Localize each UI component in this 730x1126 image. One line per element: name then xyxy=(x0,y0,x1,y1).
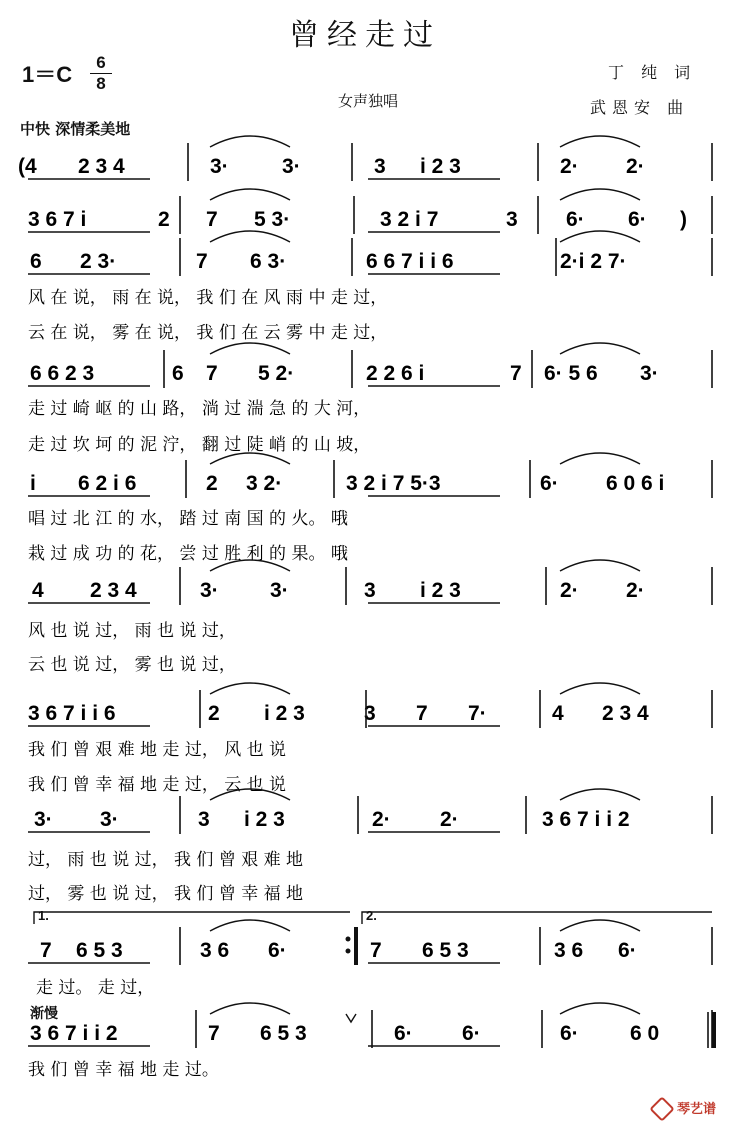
note-group: 6 0 6 i xyxy=(606,472,665,495)
note-group: 7 xyxy=(510,362,522,385)
note-group: 5 3· xyxy=(254,208,291,231)
slur-arc xyxy=(210,231,290,242)
repeat-dot xyxy=(346,949,351,954)
site-watermark: 琴艺谱 xyxy=(653,1098,716,1119)
note-group: 2· xyxy=(372,808,391,831)
note-group: 2· xyxy=(560,155,579,178)
lyric-line: 走 过 坎 坷 的 泥 泞， 翻 过 陡 峭 的 山 坡， xyxy=(28,435,371,455)
note-group: 6 6 2 3 xyxy=(30,362,95,385)
note-group: 5 2· xyxy=(258,362,295,385)
note-group: 3 2 i 7 xyxy=(380,208,439,231)
note-group: 6 3· xyxy=(250,250,287,273)
note-group: 2 xyxy=(208,702,220,725)
note-group: 3 6 7 i xyxy=(28,208,87,231)
lyric-line: 走 过 崎 岖 的 山 路， 淌 过 湍 急 的 大 河， xyxy=(28,399,371,419)
lyric-line: 唱 过 北 江 的 水， 踏 过 南 国 的 火。 哦 xyxy=(28,509,348,529)
note-group: 7 xyxy=(206,208,218,231)
lyric-line: 云 在 说， 雾 在 说， 我 们 在 云 雾 中 走 过， xyxy=(28,323,388,343)
note-group: 3 6 xyxy=(200,939,230,962)
note-group: 3· xyxy=(640,362,659,385)
breath-mark xyxy=(346,1014,356,1022)
note-group: 6· xyxy=(462,1022,481,1045)
slur-arc xyxy=(560,789,640,800)
slur-arc xyxy=(560,189,640,200)
slur-arc xyxy=(560,453,640,464)
note-group: 3 xyxy=(364,702,376,725)
note-group: 7 xyxy=(370,939,382,962)
slur-arc xyxy=(560,136,640,147)
note-group: 3 6 7 i i 2 xyxy=(30,1022,118,1045)
note-group: i 2 3 xyxy=(420,579,461,602)
note-group: 7 xyxy=(196,250,208,273)
note-group: 2 3 4 xyxy=(90,579,137,602)
note-group: 3· xyxy=(100,808,119,831)
meter-top: 6 xyxy=(96,53,106,72)
lyric-line: 我 们 曾 幸 福 地 走 过。 xyxy=(28,1060,219,1080)
note-group: i 2 3 xyxy=(264,702,305,725)
first-ending-bracket xyxy=(34,912,350,924)
note-group: 3 6 7 i i 6 xyxy=(28,702,116,725)
song-title: 曾经走过 xyxy=(289,18,441,53)
note-group: 7· xyxy=(468,702,487,725)
composer-credit: 武恩安 曲 xyxy=(590,98,690,117)
note-group: 3 2 i 7 5·3 xyxy=(346,472,441,495)
second-ending-bracket xyxy=(362,912,712,924)
note-group: 6 2 i 6 xyxy=(78,472,137,495)
note-group: 6· xyxy=(268,939,287,962)
note-group: i 2 3 xyxy=(420,155,461,178)
note-group: 4 xyxy=(32,579,44,602)
note-group: (4 xyxy=(18,155,37,178)
note-group: 3 xyxy=(374,155,386,178)
note-group: 6· xyxy=(394,1022,413,1045)
key-signature: 1＝C xyxy=(22,62,73,87)
repeat-dot xyxy=(346,937,351,942)
note-group: 7 xyxy=(416,702,428,725)
lyric-line: 栽 过 成 功 的 花， 尝 过 胜 利 的 果。 哦 xyxy=(28,544,348,564)
note-group: 2· xyxy=(560,579,579,602)
note-group: 6 5 3 xyxy=(422,939,469,962)
note-group: 2 3 4 xyxy=(78,155,125,178)
note-group: 6 5 3 xyxy=(76,939,123,962)
note-group: 2· xyxy=(626,155,645,178)
note-group: 3 2· xyxy=(246,472,283,495)
note-group: 6 6 7 i i 6 xyxy=(366,250,454,273)
lyric-line: 我 们 曾 幸 福 地 走 过， 云 也 说 xyxy=(28,775,287,795)
note-group: 6· xyxy=(628,208,647,231)
slur-arc xyxy=(210,343,290,354)
note-group: 7 xyxy=(206,362,218,385)
note-group: 2 xyxy=(158,208,170,231)
slur-arc xyxy=(560,560,640,571)
slur-arc xyxy=(210,136,290,147)
note-group: 2 2 6 i xyxy=(366,362,425,385)
note-group: 3 6 xyxy=(554,939,584,962)
note-group: 6· xyxy=(560,1022,579,1045)
note-group: 7 xyxy=(208,1022,220,1045)
ritardando-marking: 渐慢 xyxy=(30,1006,58,1022)
lyric-line: 云 也 说 过， 雾 也 说 过， xyxy=(28,655,236,675)
slur-arc xyxy=(560,1003,640,1014)
slur-arc xyxy=(560,920,640,931)
note-group: 7 xyxy=(40,939,52,962)
note-group: 2 xyxy=(206,472,218,495)
lyric-line: 我 们 曾 艰 难 地 走 过， 风 也 说 xyxy=(28,740,287,760)
note-group: 3· xyxy=(210,155,229,178)
note-group: 3 xyxy=(364,579,376,602)
slur-arc xyxy=(560,343,640,354)
logo-icon xyxy=(649,1096,674,1121)
slur-arc xyxy=(560,683,640,694)
lyric-line: 风 在 说， 雨 在 说， 我 们 在 风 雨 中 走 过， xyxy=(28,288,388,308)
note-group: ) xyxy=(680,208,687,231)
lyric-line: 风 也 说 过， 雨 也 说 过， xyxy=(28,621,236,641)
voice-type: 女声独唱 xyxy=(338,92,399,110)
note-group: 6· xyxy=(540,472,559,495)
slur-arc xyxy=(210,1003,290,1014)
lyric-line: 过， 雨 也 说 过， 我 们 曾 艰 难 地 xyxy=(28,850,304,870)
note-group: 2 3· xyxy=(80,250,117,273)
note-group: 6 xyxy=(172,362,184,385)
note-group: 3· xyxy=(200,579,219,602)
note-group: i 2 3 xyxy=(244,808,285,831)
note-group: 3· xyxy=(270,579,289,602)
lyric-line: 走 过。 走 过， xyxy=(36,978,155,998)
note-group: 3 6 7 i i 2 xyxy=(542,808,630,831)
slur-arc xyxy=(210,189,290,200)
first-ending-label: 1. xyxy=(38,908,49,923)
note-group: 6 xyxy=(30,250,42,273)
note-group: 3 xyxy=(198,808,210,831)
note-group: 3· xyxy=(282,155,301,178)
tempo-marking: 中快 深情柔美地 xyxy=(20,120,131,138)
lyricist-credit: 丁 纯 词 xyxy=(608,63,697,82)
note-group: 2 3 4 xyxy=(602,702,649,725)
lyric-line: 过， 雾 也 说 过， 我 们 曾 幸 福 地 xyxy=(28,884,304,904)
note-group: 6· 5 6 xyxy=(544,362,598,385)
slur-arc xyxy=(210,683,290,694)
note-group: 3 xyxy=(506,208,518,231)
note-group: 6 5 3 xyxy=(260,1022,307,1045)
note-group: 2·i 2 7· xyxy=(560,250,627,273)
note-group: i xyxy=(30,472,36,495)
note-group: 2· xyxy=(626,579,645,602)
note-group: 6· xyxy=(566,208,585,231)
second-ending-label: 2. xyxy=(366,908,377,923)
note-group: 6 0 xyxy=(630,1022,660,1045)
note-group: 3· xyxy=(34,808,53,831)
slur-arc xyxy=(560,231,640,242)
note-group: 4 xyxy=(552,702,564,725)
note-group: 6· xyxy=(618,939,637,962)
slur-arc xyxy=(210,920,290,931)
note-group: 2· xyxy=(440,808,459,831)
meter-bottom: 8 xyxy=(96,74,106,93)
